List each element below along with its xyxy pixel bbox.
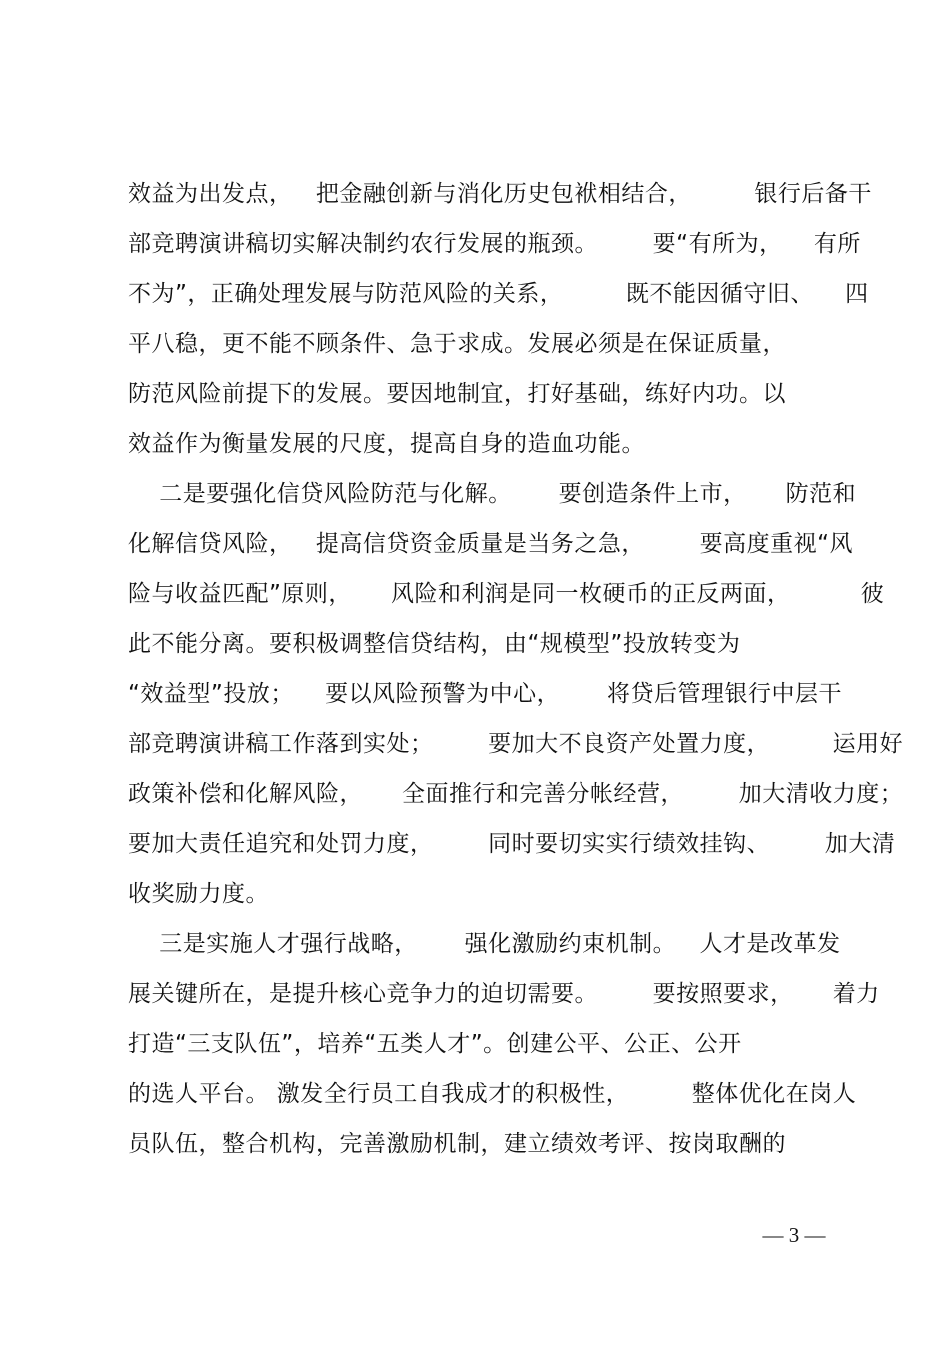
text-line: 效益作为衡量发展的尺度，提高自身的造血功能。 (128, 431, 645, 457)
text-line: 此不能分离。要积极调整信贷结构，由“规模型”投放转变为 (128, 631, 741, 657)
text-line: “效益型”投放； 要以风险预警为中心， 将贷后管理银行中层干 (128, 681, 842, 707)
text-line: 效益为出发点， 把金融创新与消化历史包袱相结合， 银行后备干 (128, 181, 872, 207)
text-line: 三是实施人才强行战略， 强化激励约束机制。 人才是改革发 (128, 931, 841, 957)
text-line: 部竞聘演讲稿工作落到实处； 要加大不良资产处置力度， 运用好 (128, 731, 904, 757)
page-number: — 3 — (762, 1223, 826, 1247)
text-line: 不为”，正确处理发展与防范风险的关系， 既不能因循守旧、 四 (128, 281, 869, 307)
text-line: 险与收益匹配”原则， 风险和利润是同一枚硬币的正反两面， 彼 (128, 581, 885, 607)
text-line: 二是要强化信贷风险防范与化解。 要创造条件上市， 防范和 (128, 481, 857, 507)
text-line: 化解信贷风险， 提高信贷资金质量是当务之急， 要高度重视“风 (128, 531, 854, 557)
text-line: 政策补偿和化解风险， 全面推行和完善分帐经营， 加大清收力度； (128, 781, 904, 807)
text-line: 员队伍，整合机构，完善激励机制，建立绩效考评、按岗取酬的 (128, 1131, 786, 1157)
text-line: 展关键所在，是提升核心竞争力的迫切需要。 要按照要求， 着力 (128, 981, 880, 1007)
text-line: 防范风险前提下的发展。要因地制宜，打好基础，练好内功。以 (128, 381, 786, 407)
text-line: 平八稳，更不能不顾条件、急于求成。发展必须是在保证质量， (128, 331, 786, 357)
text-line: 的选人平台。 激发全行员工自我成才的积极性， 整体优化在岗人 (128, 1081, 857, 1107)
text-line: 收奖励力度。 (128, 881, 269, 907)
text-line: 打造“三支队伍”，培养“五类人才”。创建公平、公正、公开 (128, 1031, 742, 1057)
text-line: 要加大责任追究和处罚力度， 同时要切实实行绩效挂钩、 加大清 (128, 831, 896, 857)
text-line: 部竞聘演讲稿切实解决制约农行发展的瓶颈。 要“有所为， 有所 (128, 231, 861, 257)
